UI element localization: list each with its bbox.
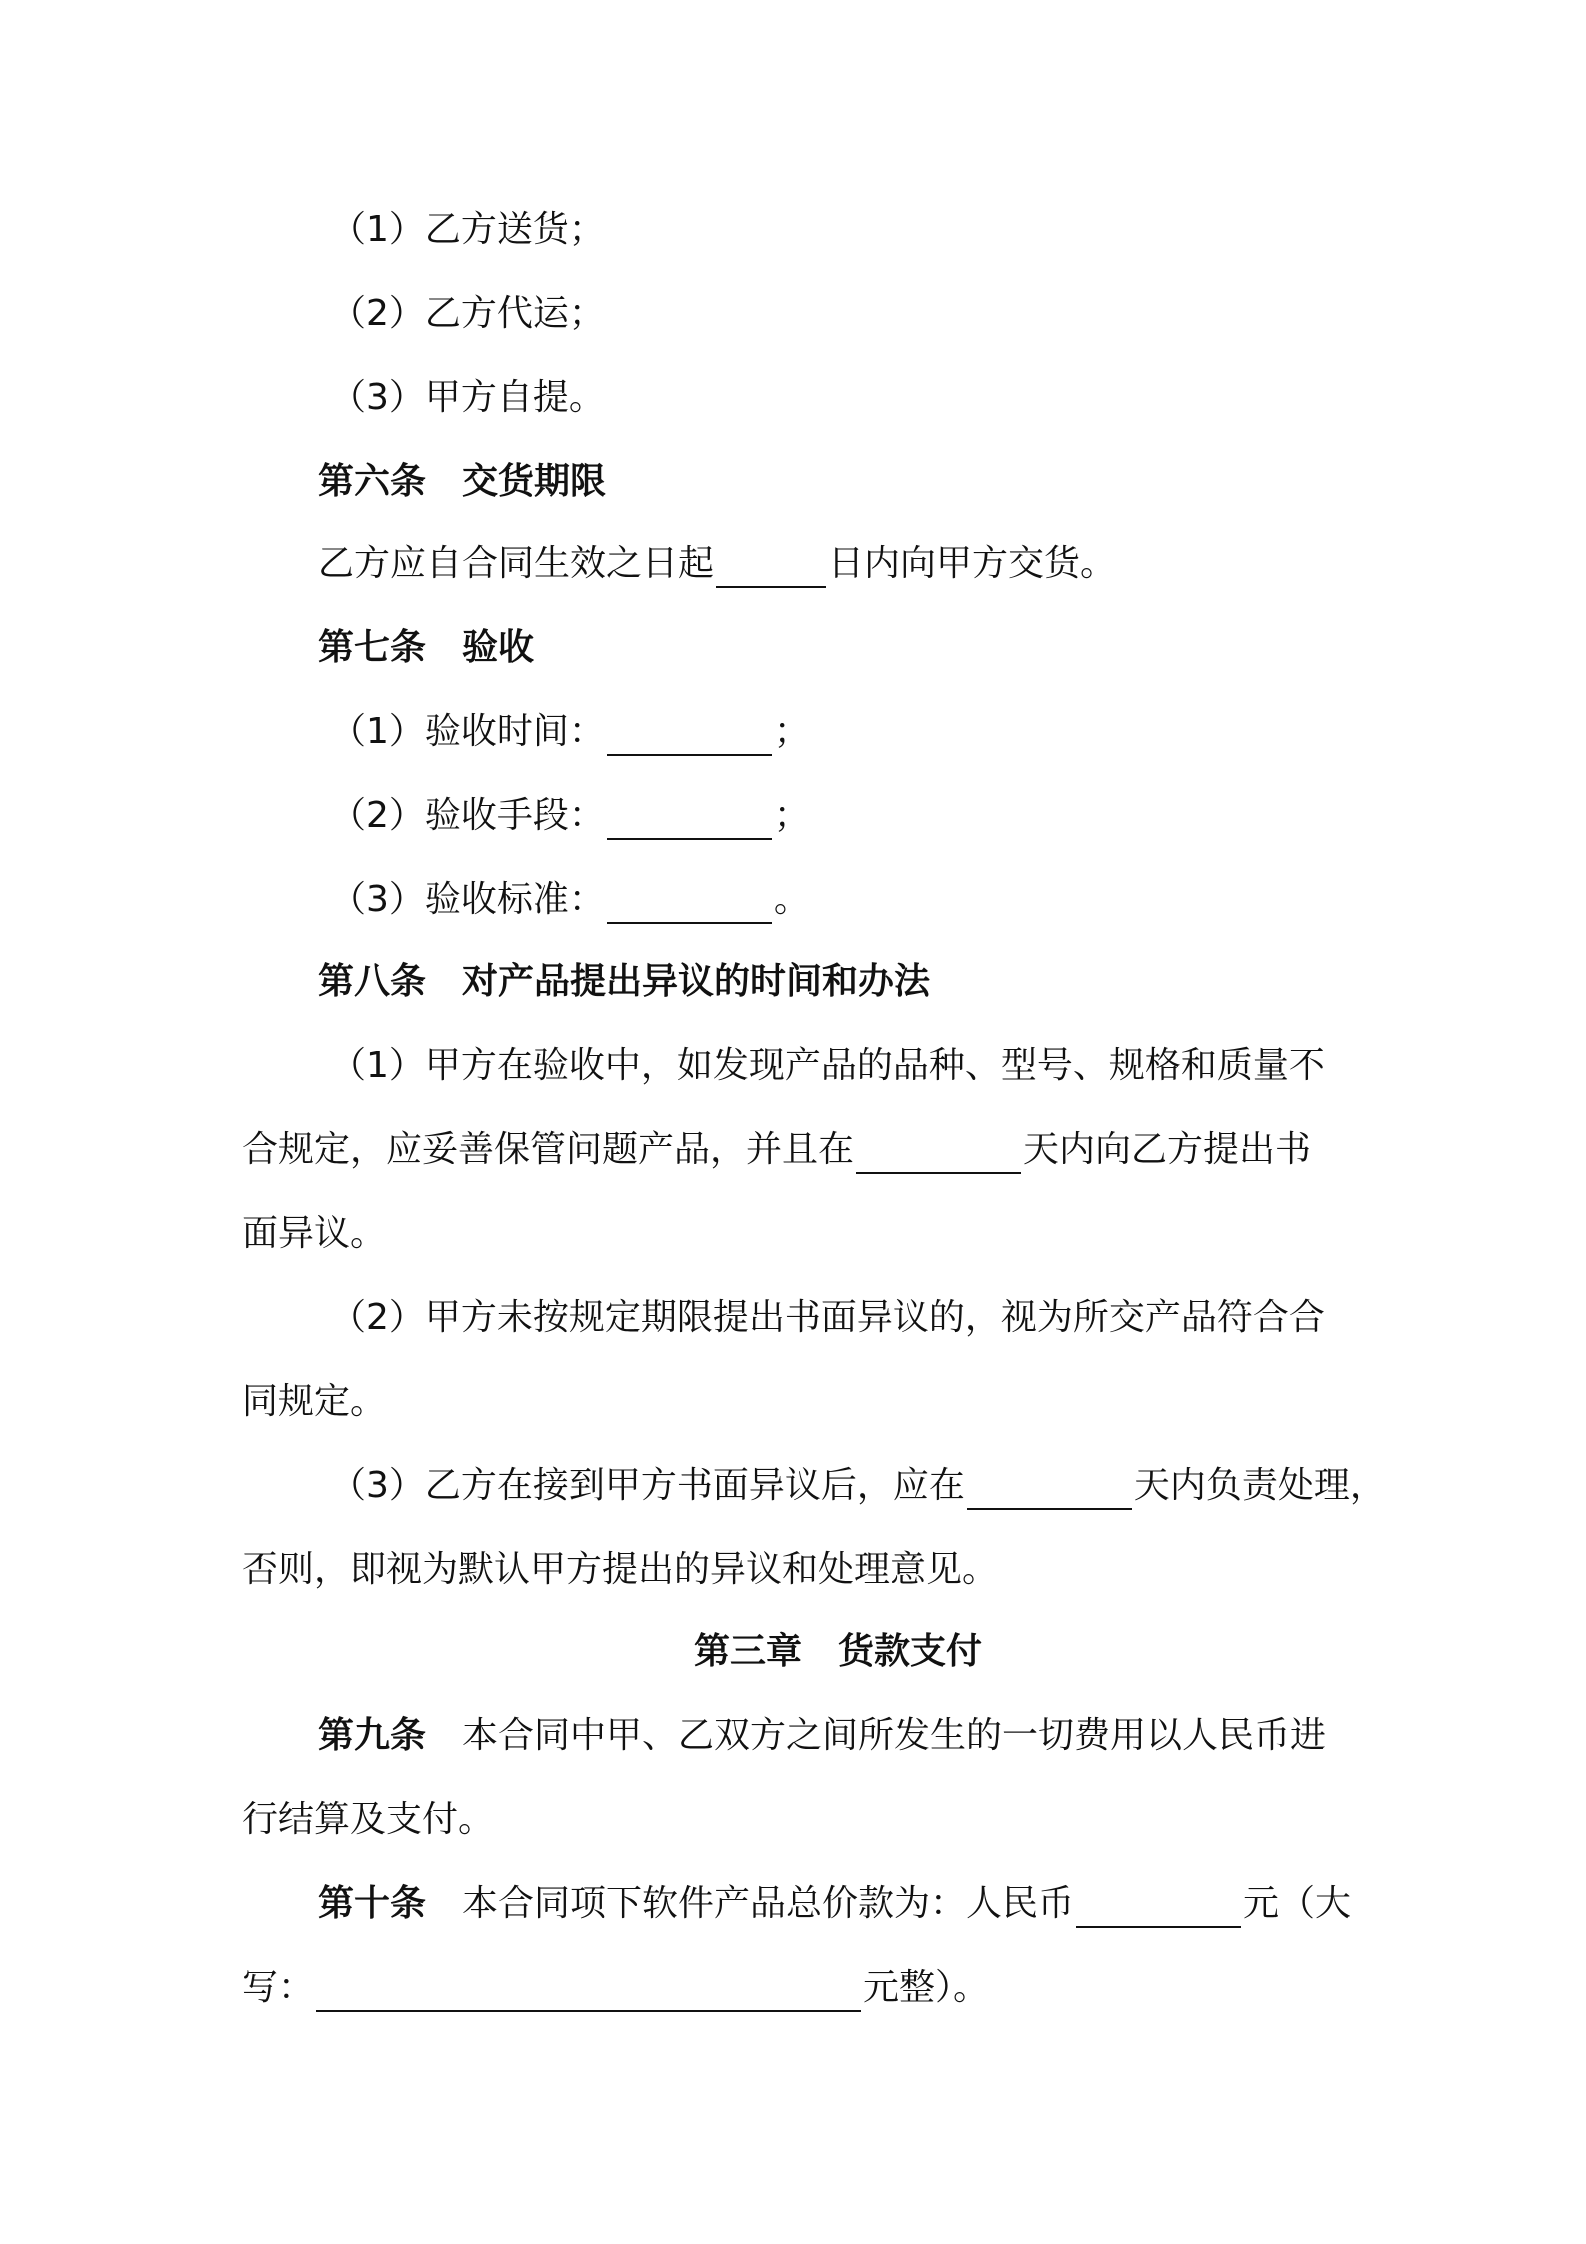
article-9-text: 本合同中甲、乙双方之间所发生的一切费用以人民币进 <box>462 1715 1327 1756</box>
total-price-words-blank[interactable] <box>316 1970 861 2012</box>
inspection-method-line <box>330 792 810 840</box>
article-6-text-after: 日内向甲方交货。 <box>828 543 1117 584</box>
inspection-standard-end: 。 <box>773 879 810 920</box>
inspection-standard-blank[interactable] <box>607 882 772 924</box>
article-10-line1 <box>318 1880 1351 1928</box>
article-10-text-after: 元（大 <box>1243 1883 1352 1924</box>
inspection-time-end: ； <box>773 711 810 752</box>
article-8-p3-line1-after: 天内负责处理， <box>1133 1465 1386 1506</box>
delivery-method-3: （3）甲方自提。 <box>330 377 605 418</box>
article-8-p2-line2: 同规定。 <box>242 1381 387 1422</box>
article-8-p1-line2-after: 天内向乙方提出书 <box>1023 1129 1312 1170</box>
article-9-title: 第九条 <box>318 1715 427 1756</box>
article-6-title: 第六条 <box>318 461 427 502</box>
article-8-p1-line1: （1）甲方在验收中，如发现产品的品种、型号、规格和质量不 <box>330 1045 1325 1086</box>
article-7-title: 第七条 <box>318 627 427 668</box>
article-6-text <box>318 540 1116 588</box>
article-9-line2: 行结算及支付。 <box>242 1799 495 1840</box>
article-10-line2 <box>242 1964 989 2012</box>
article-10-line2-before: 写： <box>242 1967 315 2008</box>
article-6-text-before: 乙方应自合同生效之日起 <box>318 543 715 584</box>
inspection-standard-label: （3）验收标准： <box>330 879 605 920</box>
objection-days-blank[interactable] <box>856 1132 1021 1174</box>
inspection-method-blank[interactable] <box>607 798 772 840</box>
inspection-method-label: （2）验收手段： <box>330 795 605 836</box>
article-6-subject: 交货期限 <box>462 461 607 502</box>
article-9-line1 <box>318 1712 1326 1760</box>
article-6-heading <box>318 458 606 506</box>
total-price-numeric-blank[interactable] <box>1076 1886 1241 1928</box>
article-7-subject: 验收 <box>462 627 535 668</box>
delivery-method-1: （1）乙方送货； <box>330 209 605 250</box>
article-8-p3-line1-before: （3）乙方在接到甲方书面异议后，应在 <box>330 1465 965 1506</box>
inspection-time-line <box>330 708 810 756</box>
article-8-p1-line3: 面异议。 <box>242 1213 387 1254</box>
article-8-heading <box>318 958 930 1006</box>
delivery-method-2: （2）乙方代运； <box>330 293 605 334</box>
article-8-p3-line2: 否则，即视为默认甲方提出的异议和处理意见。 <box>242 1549 999 1590</box>
handling-days-blank[interactable] <box>967 1468 1132 1510</box>
inspection-standard-line <box>330 876 810 924</box>
chapter-3-heading <box>694 1628 982 1676</box>
article-8-p2-line1: （2）甲方未按规定期限提出书面异议的，视为所交产品符合合 <box>330 1297 1325 1338</box>
delivery-days-blank[interactable] <box>716 546 826 588</box>
chapter-3-subject: 货款支付 <box>838 1631 983 1672</box>
article-10-line2-after: 元整）。 <box>863 1967 990 2008</box>
article-8-title: 第八条 <box>318 961 427 1002</box>
article-8-subject: 对产品提出异议的时间和办法 <box>462 961 931 1002</box>
inspection-time-blank[interactable] <box>607 714 772 756</box>
chapter-3-title: 第三章 <box>694 1631 803 1672</box>
article-8-p1-line2-before: 合规定，应妥善保管问题产品，并且在 <box>242 1129 855 1170</box>
article-10-text-before: 本合同项下软件产品总价款为：人民币 <box>462 1883 1075 1924</box>
inspection-method-end: ； <box>773 795 810 836</box>
inspection-time-label: （1）验收时间： <box>330 711 605 752</box>
article-8-p1-line2 <box>242 1126 1311 1174</box>
article-8-p3-line1 <box>330 1462 1386 1510</box>
article-7-heading <box>318 624 534 672</box>
article-10-title: 第十条 <box>318 1883 427 1924</box>
